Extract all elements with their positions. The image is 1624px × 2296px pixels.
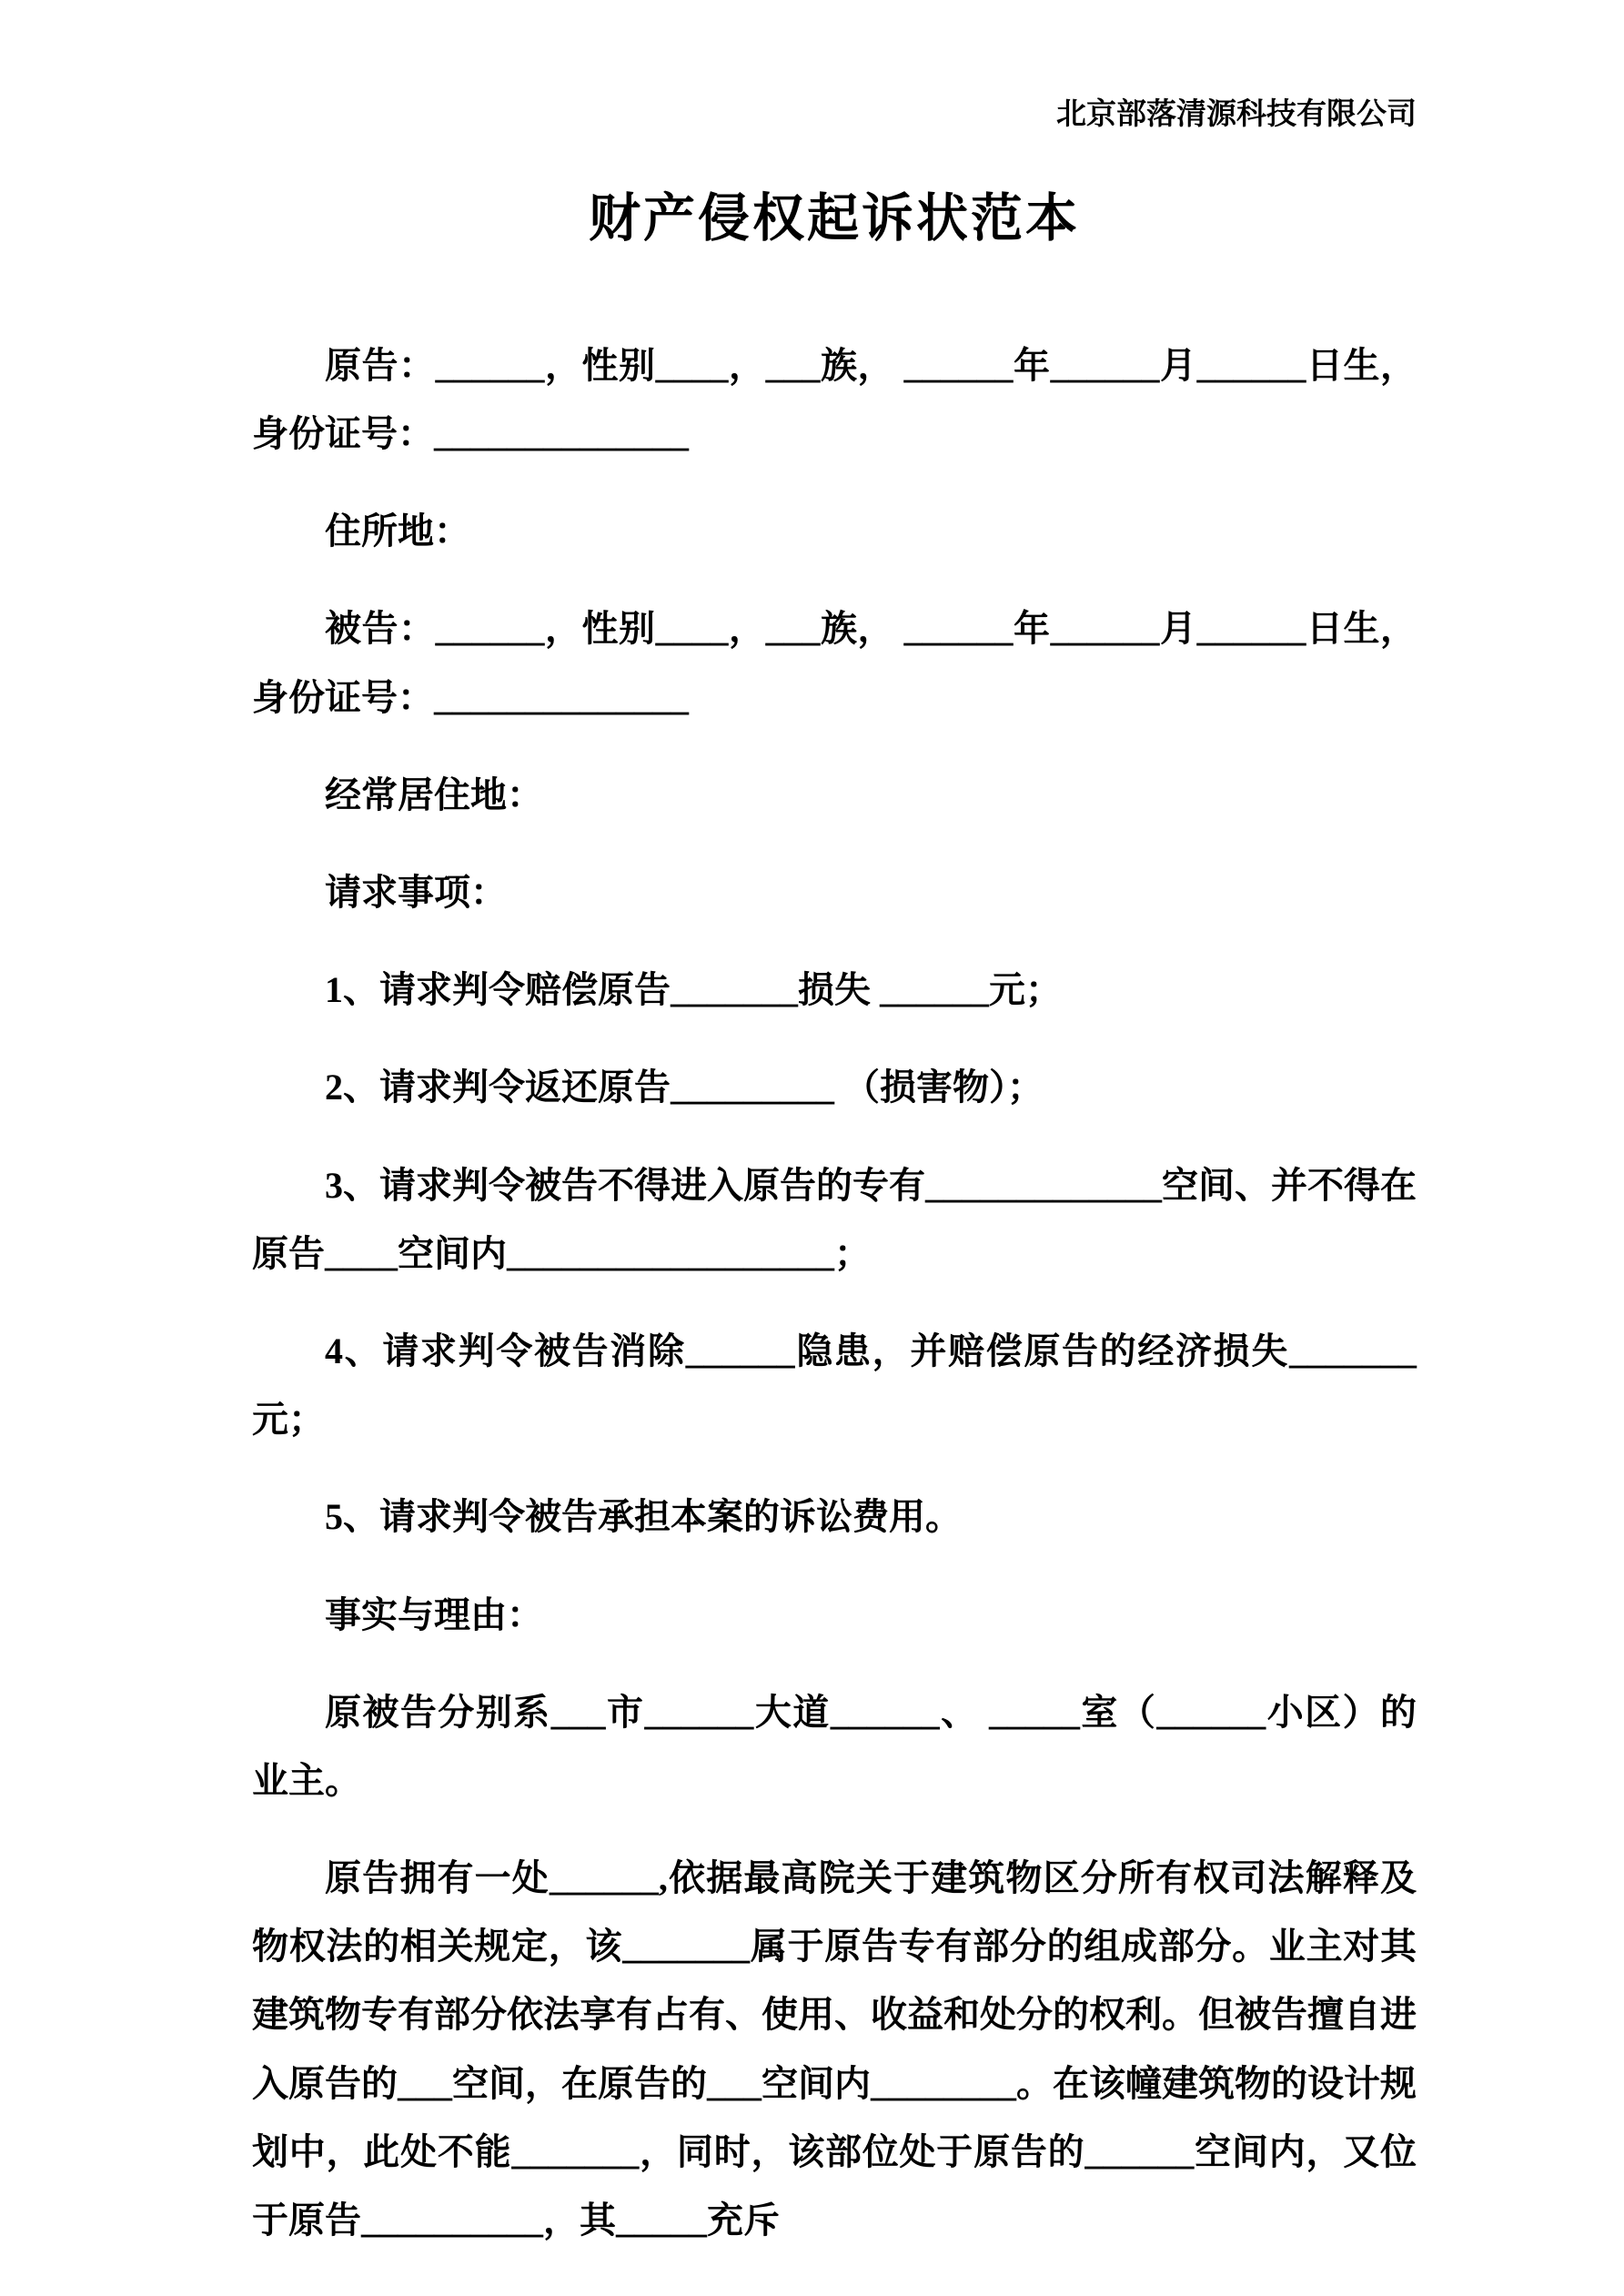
paragraph-facts-1: 原被告分别系___市______大道______、 _____室（______小区）的业主。 <box>252 1691 1417 1801</box>
paragraph-claim-2: 2、请求判令返还原告_________ （损害物）； <box>325 1067 1044 1108</box>
document-title: 财产侵权起诉状范本 <box>589 189 1080 248</box>
paragraph-claim-3: 3、请求判令被告不得进入原告的专有_____________空间、并不得在原告____空间内__________________； <box>252 1164 1417 1274</box>
document-body <box>252 331 1417 2254</box>
paragraph-plaintiff-domicile: 住所地： <box>325 511 470 552</box>
company-header: 北京部落清源科技有限公司 <box>1056 98 1417 131</box>
paragraph-plaintiff-info: 原告：______，性别____，___族， ______年______月______日生，身份证号：______________ <box>252 344 1417 455</box>
paragraph-defendant-info: 被告：______，性别____，___族， ______年______月______日生，身份证号：______________ <box>252 608 1417 718</box>
paragraph-claim-1: 1、请求判令赔偿原告_______损失 ______元； <box>325 969 1062 1011</box>
paragraph-claim-5: 5、请求判令被告承担本案的诉讼费用。 <box>325 1496 962 1538</box>
paragraph-facts-heading: 事实与理由： <box>325 1593 543 1635</box>
paragraph-claim-4: 4、请求判令被告消除______隐患，并赔偿原告的经济损失_______元； <box>252 1330 1417 1441</box>
paragraph-facts-2: 原告拥有一处______,依据最高院关于建筑物区分所有权司法解释及物权法的相关规定，该_______属于原告专有部分的组成部分。业主对其建筑物专有部分依法享有占有、使用、收益和处分的权利。但被告擅自进入原告的___空间，在原告的___空间内________。在该幢建筑物的设计规划中，此处不能_______，同时，该部位处于原告的______空间内，又位于原告__________，其_____充斥 <box>252 1857 1417 2241</box>
paragraph-defendant-residence: 经常居住地： <box>325 774 543 815</box>
paragraph-claims-heading: 请求事项： <box>325 872 507 914</box>
